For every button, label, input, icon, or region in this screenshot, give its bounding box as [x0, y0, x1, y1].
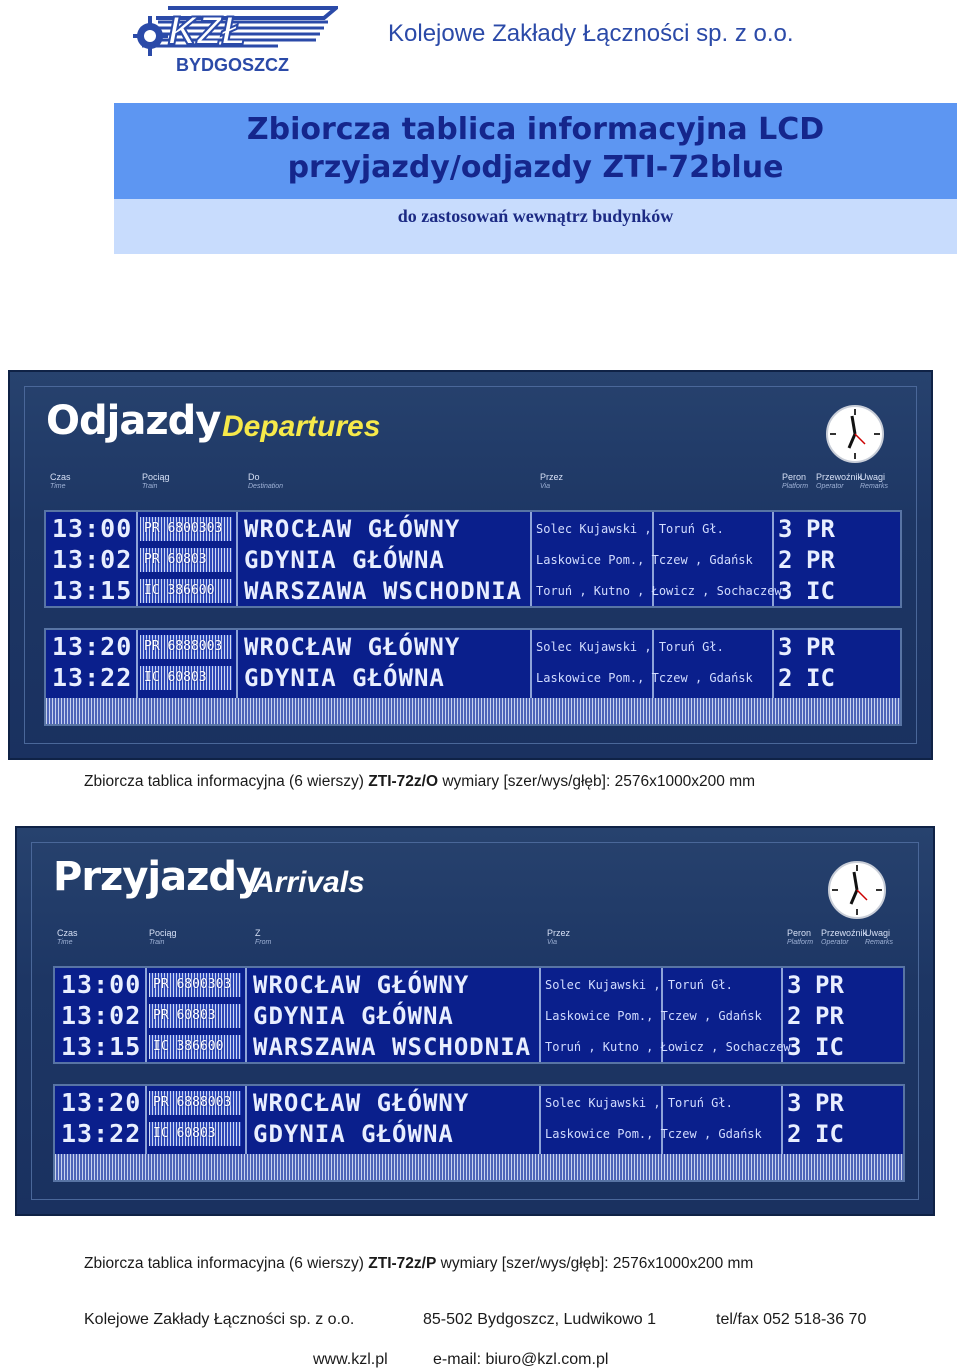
board-row: [46, 514, 900, 544]
lcd-panel-top: [44, 510, 902, 608]
operator-cell: IC: [806, 577, 835, 605]
board-row: [46, 632, 900, 662]
board-row: [55, 1088, 903, 1118]
board-row: [55, 970, 903, 1000]
via-cell: Solec Kujawski , Toruń Gł.: [545, 978, 733, 992]
platform-cell: 3: [787, 971, 802, 999]
lcd-panel-bottom: [44, 628, 902, 726]
column-header: Uwagi Remarks: [865, 928, 894, 946]
column-header: Przez Via: [540, 472, 564, 490]
platform-cell: 3: [778, 515, 793, 543]
time-cell: 13:20: [61, 1088, 142, 1117]
departures-caption: Zbiorcza tablica informacyjna (6 wierszy) ZTI-72z/O wymiary [szer/wys/głęb]: 2576x1000x200 mm: [84, 773, 756, 790]
board-row: [55, 1032, 903, 1062]
kzl-logo: [128, 4, 338, 74]
column-header: Pociąg Train: [142, 472, 170, 490]
page-title-line1: Zbiorcza tablica informacyjna LCD: [246, 112, 825, 147]
via-cell: Laskowice Pom., Tczew , Gdańsk: [536, 671, 753, 685]
destination-cell: WARSZAWA WSCHODNIA: [253, 1033, 532, 1061]
logo-city: BYDGOSZCZ: [176, 55, 290, 74]
operator-cell: PR: [806, 546, 835, 574]
platform-cell: 3: [787, 1033, 802, 1061]
board-row: [46, 576, 900, 606]
arrivals-board: [15, 826, 935, 1216]
train-cell: IC 386600: [149, 1035, 241, 1059]
train-cell: PR 6888003: [140, 635, 232, 659]
operator-cell: PR: [806, 633, 835, 661]
board-row: [55, 1001, 903, 1031]
page-subtitle: do zastosowań wewnątrz budynków: [397, 206, 674, 226]
board-title-en: Departures: [222, 410, 381, 443]
time-cell: 13:15: [61, 1032, 142, 1061]
board-title-pl: Przyjazdy: [53, 854, 262, 900]
logo-text: KZŁ: [168, 9, 246, 53]
train-cell: PR 60803: [149, 1004, 241, 1028]
title-banner: [114, 103, 957, 199]
via-cell: Toruń , Kutno , Łowicz , Sochaczew: [536, 584, 782, 598]
operator-cell: IC: [815, 1033, 844, 1061]
column-header: Przewoźnik Operator: [821, 928, 868, 946]
train-cell: PR 6888003: [149, 1091, 241, 1115]
platform-cell: 2: [787, 1002, 802, 1030]
lcd-panel-bottom: [53, 1084, 905, 1182]
platform-cell: 3: [787, 1089, 802, 1117]
destination-cell: GDYNIA GŁÓWNA: [244, 546, 445, 574]
time-cell: 13:00: [52, 514, 133, 543]
platform-cell: 2: [787, 1120, 802, 1148]
train-cell: PR 60803: [140, 548, 232, 572]
via-cell: Toruń , Kutno , Łowicz , Sochaczew: [545, 1040, 791, 1054]
column-header: Peron Platform: [787, 928, 814, 946]
board-row: [46, 663, 900, 693]
column-header: Peron Platform: [782, 472, 809, 490]
operator-cell: PR: [806, 515, 835, 543]
column-header: Pociąg Train: [149, 928, 177, 946]
operator-cell: PR: [815, 1089, 844, 1117]
destination-cell: WARSZAWA WSCHODNIA: [244, 577, 523, 605]
via-cell: Solec Kujawski , Toruń Gł.: [536, 522, 724, 536]
board-row: [55, 1119, 903, 1149]
footer-website-link[interactable]: www.kzl.pl: [313, 1351, 388, 1368]
platform-cell: 2: [778, 546, 793, 574]
time-cell: 13:22: [52, 663, 133, 692]
destination-cell: GDYNIA GŁÓWNA: [244, 664, 445, 692]
clock-icon: [827, 860, 887, 920]
train-cell: PR 6800303: [149, 973, 241, 997]
departures-board: [8, 370, 933, 760]
via-cell: Laskowice Pom., Tczew , Gdańsk: [536, 553, 753, 567]
footer-address: 85-502 Bydgoszcz, Ludwikowo 1: [423, 1311, 657, 1328]
company-name: Kolejowe Zakłady Łączności sp. z o.o.: [388, 20, 794, 47]
destination-cell: WROCŁAW GŁÓWNY: [253, 1089, 470, 1117]
time-cell: 13:02: [52, 545, 133, 574]
operator-cell: PR: [815, 971, 844, 999]
train-cell: IC 60803: [140, 666, 232, 690]
footer-phone: tel/fax 052 518-36 70: [716, 1311, 867, 1328]
train-cell: PR 6800303: [140, 517, 232, 541]
destination-cell: GDYNIA GŁÓWNA: [253, 1120, 454, 1148]
operator-cell: IC: [806, 664, 835, 692]
board-row: [46, 545, 900, 575]
train-cell: IC 60803: [149, 1122, 241, 1146]
column-header: Uwagi Remarks: [860, 472, 889, 490]
column-header: Czas Time: [57, 928, 78, 946]
time-cell: 13:00: [61, 970, 142, 999]
footer-company: Kolejowe Zakłady Łączności sp. z o.o.: [84, 1311, 355, 1328]
board-title-en: Arrivals: [253, 866, 365, 899]
arrivals-caption: Zbiorcza tablica informacyjna (6 wierszy) ZTI-72z/P wymiary [szer/wys/głęb]: 2576x1000x200 mm: [84, 1255, 754, 1272]
destination-cell: GDYNIA GŁÓWNA: [253, 1002, 454, 1030]
destination-cell: WROCŁAW GŁÓWNY: [244, 633, 461, 661]
column-header: Przez Via: [547, 928, 571, 946]
time-cell: 13:22: [61, 1119, 142, 1148]
footer-email-link[interactable]: e-mail: biuro@kzl.com.pl: [433, 1351, 609, 1368]
via-cell: Laskowice Pom., Tczew , Gdańsk: [545, 1009, 762, 1023]
time-cell: 13:20: [52, 632, 133, 661]
subtitle-banner: [114, 199, 957, 254]
column-header: Czas Time: [50, 472, 71, 490]
train-cell: IC 386600: [140, 579, 232, 603]
time-cell: 13:15: [52, 576, 133, 605]
destination-cell: WROCŁAW GŁÓWNY: [253, 971, 470, 999]
platform-cell: 2: [778, 664, 793, 692]
lcd-empty-row: [46, 698, 900, 724]
column-header: Z From: [255, 928, 272, 946]
column-header: Przewoźnik Operator: [816, 472, 863, 490]
operator-cell: PR: [815, 1002, 844, 1030]
clock-icon: [825, 404, 885, 464]
via-cell: Solec Kujawski , Toruń Gł.: [536, 640, 724, 654]
time-cell: 13:02: [61, 1001, 142, 1030]
lcd-empty-row: [55, 1154, 903, 1180]
board-title-pl: Odjazdy: [46, 398, 221, 444]
platform-cell: 3: [778, 577, 793, 605]
via-cell: Laskowice Pom., Tczew , Gdańsk: [545, 1127, 762, 1141]
column-header: Do Destination: [248, 472, 284, 490]
platform-cell: 3: [778, 633, 793, 661]
lcd-panel-top: [53, 966, 905, 1064]
via-cell: Solec Kujawski , Toruń Gł.: [545, 1096, 733, 1110]
operator-cell: IC: [815, 1120, 844, 1148]
destination-cell: WROCŁAW GŁÓWNY: [244, 515, 461, 543]
page-title-line2: przyjazdy/odjazdy ZTI-72blue: [287, 150, 784, 185]
